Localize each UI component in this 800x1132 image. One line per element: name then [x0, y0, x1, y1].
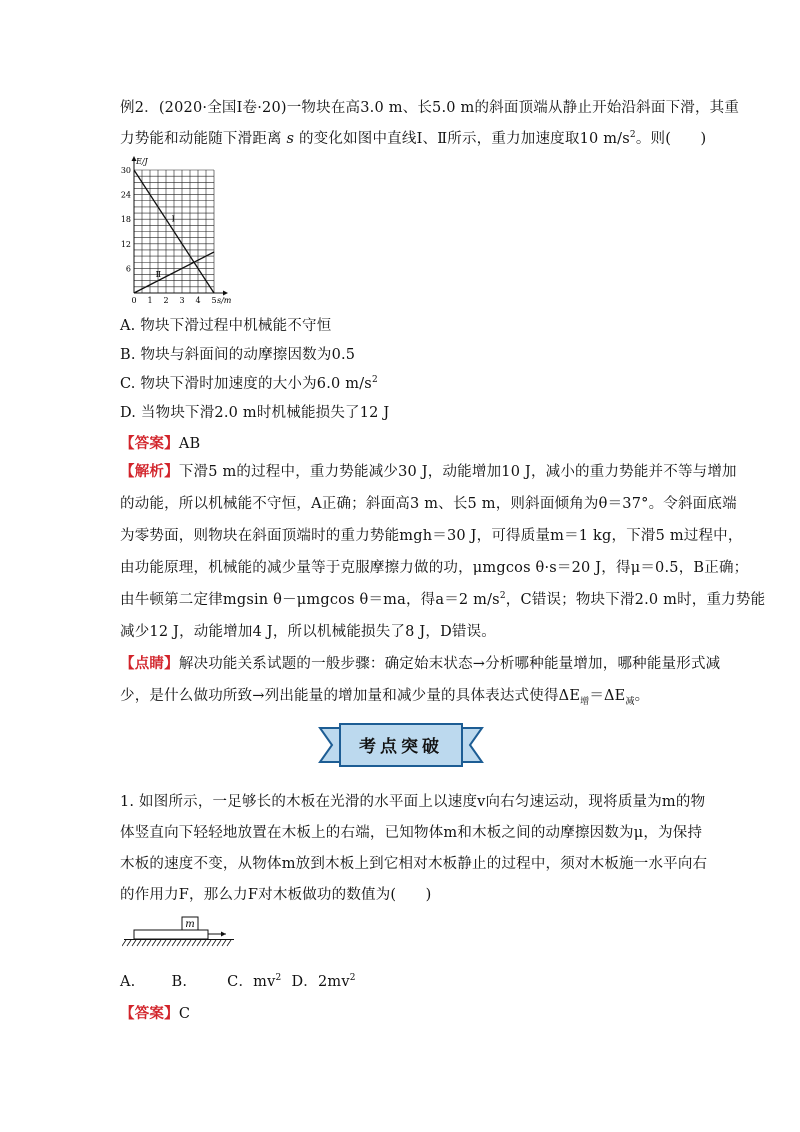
analysis-line-1 — [120, 462, 737, 482]
analysis-tag: 【解析】 — [120, 463, 179, 480]
analysis-text: 由牛顿第二定律mgsin θ－μmgcos θ＝ma，得a＝2 m/s — [120, 592, 500, 608]
example-stem-line-1 — [120, 98, 740, 118]
x-tick-label: 0 — [131, 296, 137, 305]
option-c-text: C. 物块下滑时加速度的大小为6.0 m/s — [120, 376, 372, 392]
hatch-stroke — [187, 940, 191, 946]
x-tick-label: 2 — [163, 296, 169, 305]
choice-b: B. — [171, 974, 188, 990]
example-stem-text: 。则( ) — [635, 131, 707, 147]
y-tick-label: 6 — [125, 264, 131, 274]
superscript: 2 — [629, 130, 636, 141]
hatch-stroke — [222, 940, 226, 946]
choices-line — [120, 972, 690, 992]
hatch-stroke — [207, 940, 211, 946]
option-a — [120, 316, 690, 336]
tip-text: ＝ΔE — [589, 688, 626, 704]
answer-value: C — [178, 1006, 191, 1022]
analysis-text: 由功能原理，机械能的减少量等于克服摩擦力做的功，μmgcos θ·s＝20 J，得μ＝0.5，B正确； — [120, 560, 749, 576]
x-tick-label: 3 — [179, 296, 185, 305]
question-line-2 — [120, 823, 703, 843]
superscript: 2 — [499, 591, 506, 602]
hatch-stroke — [182, 940, 186, 946]
x-axis-arrow-icon — [223, 291, 228, 296]
hatch-stroke — [227, 940, 231, 946]
variable-s: s — [286, 131, 295, 147]
question-text: 1. 如图所示，一足够长的木板在光滑的水平面上以速度v向右匀速运动，现将质量为m的物 — [120, 794, 706, 810]
analysis-text: 下滑5 m的过程中，重力势能减少30 J，动能增加10 J，减小的重力势能并不等与增加 — [178, 464, 737, 480]
choice-a: A. — [120, 974, 136, 990]
block-label: m — [185, 919, 195, 930]
analysis-text: 的动能，所以机械能不守恒，A正确；斜面高3 m、长5 m，则斜面倾角为θ＝37°。令斜面底端 — [120, 496, 737, 512]
analysis-text: 为零势面，则物块在斜面顶端时的重力势能mgh＝30 J，可得质量m＝1 kg，下滑5 m过程中， — [120, 528, 743, 544]
arrow-head-icon — [221, 932, 226, 937]
x-tick-label: 1 — [147, 296, 153, 305]
analysis-line-4 — [120, 558, 749, 578]
hatch-stroke — [212, 940, 216, 946]
x-tick-label: 5 — [211, 296, 217, 305]
energy-distance-chart — [110, 155, 240, 305]
hatch-stroke — [162, 940, 166, 946]
superscript: 2 — [349, 973, 356, 984]
analysis-line-5 — [120, 590, 766, 610]
hatch-stroke — [217, 940, 221, 946]
hatch-stroke — [202, 940, 206, 946]
y-axis-label: E/J — [136, 157, 148, 166]
tip-line-2 — [120, 686, 690, 706]
y-tick-label: 30 — [120, 166, 131, 175]
example-stem-text: 力势能和动能随下滑距离 — [120, 131, 287, 147]
hatch-stroke — [122, 940, 126, 946]
hatch-stroke — [137, 940, 141, 946]
question-text: 木板的速度不变，从物体m放到木板上到它相对木板静止的过程中，须对木板施一水平向右 — [120, 856, 708, 872]
option-a-text: A. 物块下滑过程中机械能不守恒 — [120, 318, 332, 334]
question-line-1 — [120, 792, 706, 812]
hatch-stroke — [167, 940, 171, 946]
option-d-text: D. 当物块下滑2.0 m时机械能损失了12 J — [120, 405, 390, 421]
subscript: 减 — [625, 696, 635, 707]
hatch-stroke — [142, 940, 146, 946]
option-b-text: B. 物块与斜面间的动摩擦因数为0.5 — [120, 347, 356, 363]
example-stem-text: 的变化如图中直线Ⅰ、Ⅱ所示，重力加速度取10 m/s — [294, 131, 630, 147]
section-banner — [318, 722, 484, 772]
superscript: 2 — [275, 973, 282, 984]
question-text: 体竖直向下轻轻地放置在木板上的右端，已知物体m和木板之间的动摩擦因数为μ，为保持 — [120, 825, 703, 841]
choice-d: D．2mv — [291, 974, 350, 990]
tip-text: 解决功能关系试题的一般步骤：确定始末状态→分析哪种能量增加，哪种能量形式减 — [178, 656, 721, 672]
hatch-stroke — [127, 940, 131, 946]
question-text: 的作用力F，那么力F对木板做功的数值为( ) — [120, 887, 432, 903]
ground-hatch — [122, 940, 231, 946]
y-tick-label: 24 — [120, 190, 131, 200]
tip-text: 。 — [634, 688, 650, 704]
analysis-text: 减少12 J，动能增加4 J，所以机械能损失了8 J，D错误。 — [120, 624, 496, 640]
question-line-4 — [120, 885, 690, 905]
hatch-stroke — [157, 940, 161, 946]
subscript: 增 — [580, 696, 590, 707]
y-tick-label: 18 — [120, 215, 131, 225]
answer-line-2 — [120, 1004, 690, 1024]
answer-tag: 【答案】 — [120, 1005, 179, 1022]
option-d — [120, 403, 690, 423]
hatch-stroke — [197, 940, 201, 946]
answer-tag: 【答案】 — [120, 435, 179, 452]
board-diagram — [122, 914, 236, 950]
x-axis-label: s/m — [217, 296, 232, 305]
hatch-stroke — [172, 940, 176, 946]
example-stem-line-2 — [120, 129, 707, 149]
analysis-text: ，C错误；物块下滑2.0 m时，重力势能 — [505, 592, 766, 608]
choice-c: C．mv — [227, 974, 276, 990]
hatch-stroke — [152, 940, 156, 946]
analysis-line-6 — [120, 622, 690, 642]
banner-title: 考点突破 — [359, 737, 443, 757]
board — [134, 930, 208, 939]
answer-value: AB — [178, 436, 201, 452]
analysis-line-2 — [120, 494, 737, 514]
tip-line-1 — [120, 654, 721, 674]
answer-line — [120, 434, 690, 454]
series-label-2: Ⅱ — [155, 269, 162, 279]
hatch-stroke — [177, 940, 181, 946]
x-tick-label: 4 — [195, 296, 201, 305]
hatch-stroke — [147, 940, 151, 946]
hatch-stroke — [192, 940, 196, 946]
option-b — [120, 345, 690, 365]
option-c — [120, 374, 690, 394]
superscript: 2 — [371, 375, 378, 386]
series-label-1: Ⅰ — [171, 214, 175, 224]
hatch-stroke — [132, 940, 136, 946]
analysis-line-3 — [120, 526, 743, 546]
question-line-3 — [120, 854, 708, 874]
y-tick-label: 12 — [120, 239, 131, 249]
example-stem-text: 例2．(2020·全国Ⅰ卷·20)一物块在高3.0 m、长5.0 m的斜面顶端从静止开始沿斜面下滑，其重 — [120, 100, 740, 116]
tip-tag: 【点睛】 — [120, 655, 179, 672]
tip-text: 少，是什么做功所致→列出能量的增加量和减少量的具体表达式使得ΔE — [120, 688, 581, 704]
